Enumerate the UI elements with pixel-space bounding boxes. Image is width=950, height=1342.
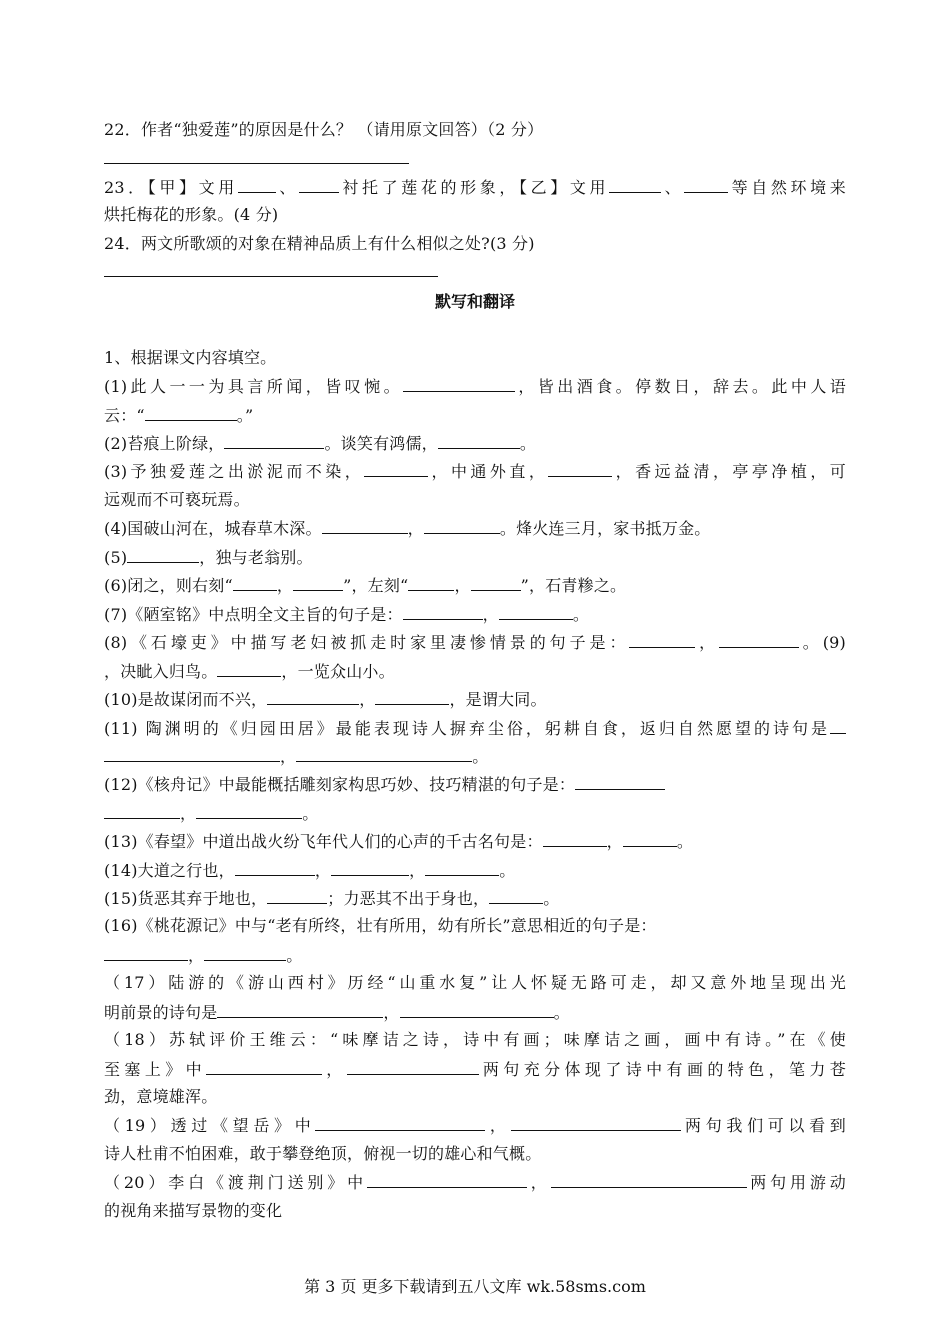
item-12: (12)《核舟记》中最能概括雕刻家构思巧妙、技巧精湛的句子是： xyxy=(104,773,846,796)
item-3: (3)予独爱莲之出淤泥而不染， ，中通外直， ，香远益清，亭亭净植，可 xyxy=(104,462,846,481)
item-18-line2: 至塞上》中 ， 两句充分体现了诗中有画的特色，笔力苍 xyxy=(104,1060,846,1079)
item-16-line2: ， 。 xyxy=(104,944,846,967)
item-11: (11) 陶渊明的《归园田居》最能表现诗人摒弃尘俗，躬耕自食，返归自然愿望的诗句是 xyxy=(104,717,846,740)
item-18-line3: 劲，意境雄浑。 xyxy=(104,1087,218,1106)
question-24: 24．两文所歌颂的对象在精神品质上有什么相似之处?(3 分) xyxy=(104,234,535,253)
item-2: (2)苔痕上阶绿， 。谈笑有鸿儒， 。 xyxy=(104,434,537,453)
item-7: (7)《陋室铭》中点明全文主旨的句子是： ， 。 xyxy=(104,605,590,624)
answer-line-22 xyxy=(104,163,409,164)
item-11-line2: ， 。 xyxy=(104,745,846,768)
item-18: （18）苏轼评价王维云：“味摩诘之诗，诗中有画；味摩诘之画，画中有诗。”在《使 xyxy=(104,1030,846,1049)
item-1: (1)此人一一为具言所闻，皆叹惋。 ，皆出酒食。停数日，辞去。此中人语 xyxy=(104,377,846,396)
item-12-line2: ， 。 xyxy=(104,802,846,825)
item-17: （17）陆游的《游山西村》历经“山重水复”让人怀疑无路可走，却又意外地呈现出光 xyxy=(104,973,846,992)
item-10: (10)是故谋闭而不兴， ， ，是谓大同。 xyxy=(104,690,547,709)
item-3-line2: 远观而不可亵玩焉。 xyxy=(104,490,250,509)
item-20-line2: 的视角来描写景物的变化 xyxy=(104,1201,283,1220)
item-9: ，决眦入归鸟。 ，一览众山小。 xyxy=(104,662,395,681)
item-13: (13)《春望》中道出战火纷飞年代人们的心声的千古名句是： ， 。 xyxy=(104,832,694,851)
item-6: (6)闭之，则右刻“ ， ”，左刻“ ， ”，石青糁之。 xyxy=(104,576,627,595)
answer-line-24 xyxy=(104,276,438,277)
item-20: （20）李白《渡荆门送别》中 ， 两句用游动 xyxy=(104,1173,846,1192)
question-23-line2: 烘托梅花的形象。(4 分) xyxy=(104,205,279,224)
fill-intro: 1、根据课文内容填空。 xyxy=(104,348,277,367)
item-8: (8)《石壕吏》中描写老妇被抓走时家里凄惨情景的句子是： ， 。(9) xyxy=(104,633,846,652)
item-19-line2: 诗人杜甫不怕困难，敢于攀登绝顶，俯视一切的雄心和气概。 xyxy=(104,1144,542,1163)
question-23: 23．【甲】文用 、 衬托了莲花的形象，【乙】文用 、 等自然环境来 xyxy=(104,178,847,197)
item-17-line2: 明前景的诗句是 ， 。 xyxy=(104,1003,570,1022)
item-1-line2: 云：“ 。” xyxy=(104,406,254,425)
item-4: (4)国破山河在，城春草木深。 ， 。烽火连三月，家书抵万金。 xyxy=(104,519,711,538)
section-title: 默写和翻译 xyxy=(434,292,515,311)
item-14: (14)大道之行也， ， ， 。 xyxy=(104,861,516,880)
item-19: （19）透过《望岳》中 ， 两句我们可以看到 xyxy=(104,1116,846,1135)
item-15: (15)货恶其弃于地也， ；力恶其不出于身也， 。 xyxy=(104,889,560,908)
item-16: (16)《桃花源记》中与“老有所终，壮有所用，幼有所长”意思相近的句子是： xyxy=(104,916,657,935)
question-22: 22．作者“独爱莲”的原因是什么？ （请用原文回答）（2 分） xyxy=(104,120,544,139)
item-5: (5) ，独与老翁别。 xyxy=(104,548,313,567)
page-footer: 第 3 页 更多下载请到五八文库 wk.58sms.com xyxy=(304,1277,646,1296)
